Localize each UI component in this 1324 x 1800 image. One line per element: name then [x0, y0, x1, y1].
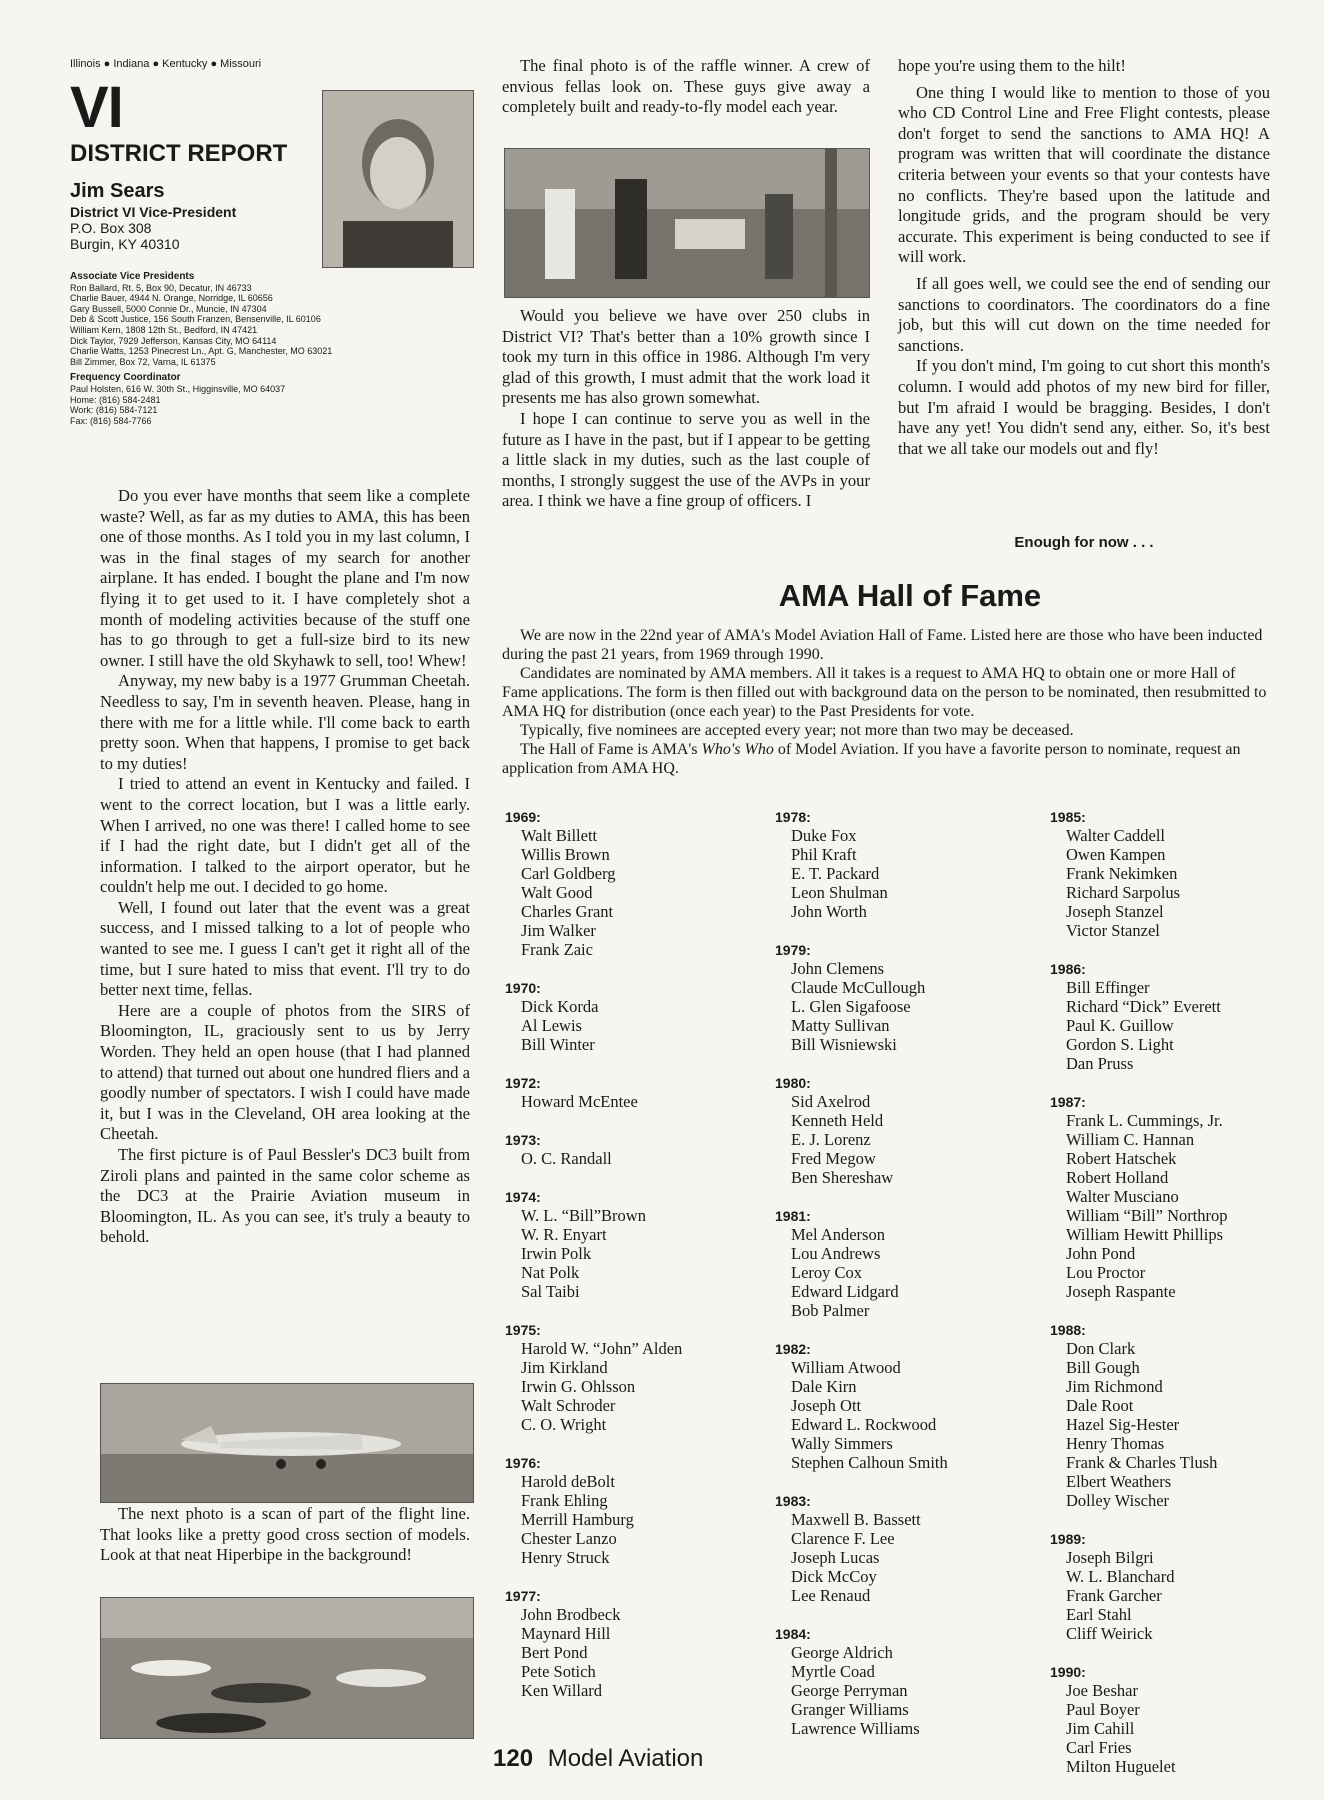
hof-year: 1970: — [505, 980, 541, 996]
hof-inductee: Elbert Weathers — [1066, 1472, 1172, 1491]
hof-year: 1983: — [775, 1493, 811, 1509]
hof-inductee: Walt Schroder — [521, 1396, 616, 1415]
hof-year-group — [1050, 808, 1300, 940]
assoc-item: Bill Zimmer, Box 72, Varna, IL 61375 — [70, 356, 216, 367]
page-footer — [493, 1745, 703, 1773]
district-number: VI — [70, 75, 123, 140]
hof-inductee: Sal Taibi — [521, 1282, 580, 1301]
hof-inductee: Edward L. Rockwood — [791, 1415, 937, 1434]
hof-inductee: Frank Garcher — [1066, 1586, 1162, 1605]
hof-inductee: Edward Lidgard — [791, 1282, 899, 1301]
hof-inductee: Don Clark — [1066, 1339, 1136, 1358]
hof-inductee: Dan Pruss — [1066, 1054, 1134, 1073]
hof-inductee: Carl Goldberg — [521, 864, 616, 883]
paragraph: Candidates are nominated by AMA members. All it takes is a request to AMA HQ to obtain one or more Hall of Fame applications. The form is then filled out with background data on the person to be nominated, then resubmitted to AMA HQ for distribution (once each year) to the Past Presidents for vote. — [502, 665, 1267, 720]
hof-inductee: Richard “Dick” Everett — [1066, 997, 1221, 1016]
assoc-item: Ron Ballard, Rt. 5, Box 90, Decatur, IN 46733 — [70, 282, 252, 293]
hof-inductee: Walt Billett — [521, 826, 598, 845]
assoc-item: Gary Bussell, 5000 Connie Dr., Muncie, IN 47304 — [70, 303, 267, 314]
hof-inductee: John Brodbeck — [521, 1605, 621, 1624]
hof-year-group — [505, 1074, 755, 1111]
paragraph: The next photo is a scan of part of the flight line. That looks like a pretty good cross section of models. Look at that neat Hiperbipe in the background! — [100, 1504, 470, 1565]
hof-inductee: W. R. Enyart — [521, 1225, 607, 1244]
hof-inductee: Lee Renaud — [791, 1586, 871, 1605]
hof-year: 1986: — [1050, 961, 1086, 977]
hof-year-group — [505, 1321, 755, 1434]
author-name: Jim Sears — [70, 180, 165, 202]
hof-year: 1975: — [505, 1322, 541, 1338]
hof-inductee: William C. Hannan — [1066, 1130, 1195, 1149]
hof-inductee: Chester Lanzo — [521, 1529, 617, 1548]
paragraph: I hope I can continue to serve you as well in the future as I have in the past, but if I appear to be getting a little slack in my duties, such as the last couple of months, I strongly suggest the use of the AVPs in your area. I think we have a fine group of officers. I — [502, 408, 870, 511]
dc3-photo — [100, 1383, 474, 1503]
hof-year: 1969: — [505, 809, 541, 825]
hof-inductee: Myrtle Coad — [791, 1662, 875, 1681]
hof-inductee: John Clemens — [791, 959, 885, 978]
hof-year-group — [505, 1188, 755, 1301]
hof-year-group — [775, 808, 1025, 921]
hof-inductee: Bob Palmer — [791, 1301, 870, 1320]
hof-year-group — [1050, 960, 1300, 1073]
hof-inductee: Henry Struck — [521, 1548, 610, 1567]
hof-inductee: Frank & Charles Tlush — [1066, 1453, 1218, 1472]
hof-inductee: Jim Walker — [521, 921, 596, 940]
hof-inductee: Dale Kirn — [791, 1377, 857, 1396]
paragraph: Anyway, my new baby is a 1977 Grumman Cheetah. Needless to say, I'm in seventh heaven. Please, hang in there with me for a little while. I'll come back to earth pretty soon. When that happens, I promise to get back to my duties! — [100, 671, 470, 773]
hof-year: 1980: — [775, 1075, 811, 1091]
hof-inductee: Lawrence Williams — [791, 1719, 920, 1738]
author-role: District VI Vice-President — [70, 204, 237, 220]
hof-year: 1988: — [1050, 1322, 1086, 1338]
hof-year-group — [775, 1207, 1025, 1320]
hof-inductee: George Perryman — [791, 1681, 908, 1700]
address-line-2: Burgin, KY 40310 — [70, 236, 180, 252]
column-1-after-photo — [100, 1504, 470, 1566]
hof-year: 1976: — [505, 1455, 541, 1471]
hof-inductee: Ken Willard — [521, 1681, 603, 1700]
hof-inductee: Pete Sotich — [521, 1662, 596, 1681]
hof-year: 1972: — [505, 1075, 541, 1091]
hof-year-group — [775, 1625, 1025, 1738]
freq-item: Fax: (816) 584-7766 — [70, 415, 152, 426]
hof-year-group — [505, 1454, 755, 1567]
freq-item: Home: (816) 584-2481 — [70, 394, 161, 405]
hof-year: 1982: — [775, 1341, 811, 1357]
column-3-text — [898, 56, 1270, 459]
freq-item: Work: (816) 584-7121 — [70, 405, 158, 416]
freq-item: Paul Holsten, 616 W. 30th St., Higginsville, MO 64037 — [70, 383, 286, 394]
hof-inductee: Paul Boyer — [1066, 1700, 1140, 1719]
hof-year-group — [505, 979, 755, 1054]
hof-year: 1978: — [775, 809, 811, 825]
hof-inductee: Leon Shulman — [791, 883, 888, 902]
paragraph: The first picture is of Paul Bessler's DC3 built from Ziroli plans and painted in the same color scheme as the DC3 at the Prairie Aviation museum in Bloomington, IL. As you can see, it's truly a beauty to behold. — [100, 1145, 470, 1247]
hof-inductee: John Pond — [1066, 1244, 1136, 1263]
hof-year: 1977: — [505, 1588, 541, 1604]
hof-inductee: Maxwell B. Bassett — [791, 1510, 921, 1529]
hof-inductee: Joseph Bilgri — [1066, 1548, 1154, 1567]
assoc-item: William Kern, 1808 12th St., Bedford, IN 47421 — [70, 324, 258, 335]
hof-inductee: George Aldrich — [791, 1643, 893, 1662]
paragraph: Typically, five nominees are accepted every year; not more than two may be deceased. — [520, 722, 1074, 739]
hof-inductee: Frank Zaic — [521, 940, 593, 959]
hof-inductee: Milton Huguelet — [1066, 1757, 1176, 1776]
page-number: 120 — [493, 1745, 534, 1772]
hof-inductee: Mel Anderson — [791, 1225, 885, 1244]
hof-inductee: Harold W. “John” Alden — [521, 1339, 683, 1358]
hof-column-3 — [1050, 808, 1300, 1796]
hof-year-group — [1050, 1663, 1300, 1776]
column-2-text — [502, 306, 870, 512]
hof-year: 1979: — [775, 942, 811, 958]
assoc-item: Charlie Bauer, 4944 N. Orange, Norridge, IL 60656 — [70, 293, 273, 304]
hof-inductee: Frank L. Cummings, Jr. — [1066, 1111, 1223, 1130]
hof-inductee: Willis Brown — [521, 845, 610, 864]
hof-year: 1984: — [775, 1626, 811, 1642]
hof-year-group — [1050, 1093, 1300, 1301]
hof-inductee: Frank Ehling — [521, 1491, 608, 1510]
hof-inductee: Sid Axelrod — [791, 1092, 871, 1111]
hof-inductee: Paul K. Guillow — [1066, 1016, 1174, 1035]
hof-inductee: Howard McEntee — [521, 1092, 638, 1111]
hof-year: 1973: — [505, 1132, 541, 1148]
paragraph: We are now in the 22nd year of AMA's Model Aviation Hall of Fame. Listed here are those who have been inducted during the past 21 years, from 1969 through 1990. — [502, 627, 1263, 663]
flight-line-photo — [100, 1597, 474, 1739]
paragraph: One thing I would like to mention to those of you who CD Control Line and Free Flight contests, please don't forget to send the sanctions to AMA HQ! A program was written that will coordinate the distance criteria between your events so that your contests have no conflicts. They're based upon the latitude and longitude grids, and the program should be very accurate. This experiment is being conducted to see if will work. — [898, 82, 1270, 267]
hof-inductee: Al Lewis — [521, 1016, 582, 1035]
hof-inductee: Granger Williams — [791, 1700, 909, 1719]
column-2-top — [502, 56, 870, 118]
hof-inductee: Henry Thomas — [1066, 1434, 1165, 1453]
hof-inductee: Lou Andrews — [791, 1244, 881, 1263]
hof-column-1 — [505, 808, 755, 1720]
hof-year-group — [775, 941, 1025, 1054]
address-line-1: P.O. Box 308 — [70, 220, 152, 236]
paragraph: If you don't mind, I'm going to cut short this month's column. I would add photos of my new bird for filler, but I'm afraid I would be bragging. Besides, I don't have any yet! You didn't send any, either. So, it's best that we all take our models out and fly! — [898, 356, 1270, 458]
hof-inductee: Richard Sarpolus — [1066, 883, 1181, 902]
hof-year: 1989: — [1050, 1531, 1086, 1547]
hof-inductee: Claude McCullough — [791, 978, 926, 997]
paragraph: The Hall of Fame is AMA's Who's Who of Model Aviation. If you have a favorite person to nominate, request an application from AMA HQ. — [502, 741, 1241, 777]
hof-inductee: John Worth — [791, 902, 867, 921]
hof-year-group — [505, 1587, 755, 1700]
hof-inductee: Dale Root — [1066, 1396, 1134, 1415]
paragraph: Well, I found out later that the event was a great success, and I missed talking to a lot of people who wanted to see me. I guess I can't get it right all of the time, but I sure hated to miss that event. I'll try to do better next time, fellas. — [100, 897, 470, 1000]
hof-inductee: Dolley Wischer — [1066, 1491, 1170, 1510]
hof-inductee: Jim Cahill — [1066, 1719, 1135, 1738]
hof-year: 1985: — [1050, 809, 1086, 825]
hof-inductee: Frank Nekimken — [1066, 864, 1178, 883]
hof-inductee: Wally Simmers — [791, 1434, 893, 1453]
hof-inductee: Walt Good — [521, 883, 593, 902]
assoc-heading: Associate Vice Presidents — [70, 271, 195, 282]
paragraph: I tried to attend an event in Kentucky and failed. I went to the correct location, but I was a little early. When I arrived, no one was there! I called home to see if I had the right date, but I didn't get all of the information. I talked to the airport operator, but he couldn't help me out. I decided to go home. — [100, 774, 470, 897]
paragraph: If all goes well, we could see the end of sending our sanctions to coordinators. The coordinators do a fine job, but this will cut down on the time needed for sanctions. — [898, 273, 1270, 355]
hof-inductee: Carl Fries — [1066, 1738, 1132, 1757]
hof-inductee: Robert Hatschek — [1066, 1149, 1177, 1168]
hof-inductee: Maynard Hill — [521, 1624, 611, 1643]
hof-inductee: Lou Proctor — [1066, 1263, 1146, 1282]
hof-inductee: Earl Stahl — [1066, 1605, 1132, 1624]
hof-year: 1987: — [1050, 1094, 1086, 1110]
hof-inductee: Joe Beshar — [1066, 1681, 1138, 1700]
hof-inductee: Bill Wisniewski — [791, 1035, 897, 1054]
hof-inductee: E. T. Packard — [791, 864, 880, 883]
hof-inductee: Merrill Hamburg — [521, 1510, 634, 1529]
hof-year-group — [775, 1492, 1025, 1605]
hof-inductee: Harold deBolt — [521, 1472, 615, 1491]
hof-inductee: Fred Megow — [791, 1149, 876, 1168]
hof-year: 1990: — [1050, 1664, 1086, 1680]
hof-inductee: Nat Polk — [521, 1263, 580, 1282]
hof-inductee: Kenneth Held — [791, 1111, 884, 1130]
hof-inductee: W. L. “Bill”Brown — [521, 1206, 646, 1225]
hof-inductee: Owen Kampen — [1066, 845, 1166, 864]
hof-inductee: Dick McCoy — [791, 1567, 877, 1586]
assoc-item: Deb & Scott Justice, 156 South Franzen, Bensenville, IL 60106 — [70, 314, 321, 325]
hof-inductee: Gordon S. Light — [1066, 1035, 1174, 1054]
hof-inductee: Victor Stanzel — [1066, 921, 1160, 940]
hof-year-group — [505, 808, 755, 959]
hof-year-group — [1050, 1321, 1300, 1510]
hof-inductee: Bert Pond — [521, 1643, 588, 1662]
whos-who: Who's Who — [701, 741, 774, 758]
column-1-text — [100, 486, 470, 1248]
hof-inductee: William “Bill” Northrop — [1066, 1206, 1228, 1225]
hof-year-group — [775, 1074, 1025, 1187]
assoc-item: Dick Taylor, 7929 Jefferson, Kansas City, MO 64114 — [70, 335, 277, 346]
hof-inductee: Joseph Stanzel — [1066, 902, 1164, 921]
paragraph: The final photo is of the raffle winner. A crew of envious fellas look on. These guys give away a completely built and ready-to-fly model each year. — [502, 56, 870, 117]
paragraph: Do you ever have months that seem like a complete waste? Well, as far as my duties to AMA, this has been one of those months. As I told you in my last column, I was in the final stages of my search for another airplane. It has ended. I bought the plane and I'm now flying it to get used to it. I have completely shot a month of modeling activities because of the stuff one has to go through to get a full-size bird to its new owner. I still have the old Skyhawk to sell, too! Whew! — [100, 486, 470, 670]
hof-year-group — [505, 1131, 755, 1168]
states-bar: Illinois ● Indiana ● Kentucky ● Missouri — [70, 58, 262, 70]
raffle-photo — [504, 148, 870, 298]
hof-inductee: Dick Korda — [521, 997, 599, 1016]
hof-inductee: Irwin G. Ohlsson — [521, 1377, 636, 1396]
hof-inductee: Jim Richmond — [1066, 1377, 1163, 1396]
hof-inductee: Phil Kraft — [791, 845, 857, 864]
hof-inductee: E. J. Lorenz — [791, 1130, 871, 1149]
hof-inductee: William Atwood — [791, 1358, 901, 1377]
hof-inductee: Charles Grant — [521, 902, 614, 921]
hof-inductee: Bill Effinger — [1066, 978, 1150, 997]
paragraph: Would you believe we have over 250 clubs in District VI? That's better than a 10% growth since I took my turn in this office in 1986. Although I'm very glad of this growth, I must admit that the work load it presents me has also grown somewhat. — [502, 306, 870, 408]
signoff: Enough for now . . . — [1014, 534, 1154, 551]
hof-inductee: C. O. Wright — [521, 1415, 607, 1434]
hof-year-group — [775, 1340, 1025, 1472]
hof-inductee: Stephen Calhoun Smith — [791, 1453, 948, 1472]
hof-year-group — [1050, 1530, 1300, 1643]
hof-inductee: Duke Fox — [791, 826, 857, 845]
section-title: DISTRICT REPORT — [70, 140, 288, 167]
hof-inductee: Ben Shereshaw — [791, 1168, 894, 1187]
hof-title: AMA Hall of Fame — [778, 578, 1042, 613]
assoc-item: Charlie Watts, 1253 Pinecrest Ln., Apt. G, Manchester, MO 63021 — [70, 346, 333, 357]
hof-inductee: Matty Sullivan — [791, 1016, 890, 1035]
hof-inductee: Hazel Sig-Hester — [1066, 1415, 1180, 1434]
hof-inductee: Cliff Weirick — [1066, 1624, 1153, 1643]
author-portrait — [322, 90, 474, 268]
hof-intro — [502, 626, 1272, 778]
hof-inductee: Robert Holland — [1066, 1168, 1169, 1187]
officers-list — [70, 272, 470, 426]
author-address — [70, 204, 236, 252]
hof-inductee: L. Glen Sigafoose — [791, 997, 911, 1016]
magazine-name: Model Aviation — [547, 1745, 704, 1772]
paragraph: hope you're using them to the hilt! — [898, 56, 1126, 75]
hof-inductee: Bill Winter — [521, 1035, 595, 1054]
hof-inductee: Joseph Ott — [791, 1396, 862, 1415]
hof-inductee: O. C. Randall — [521, 1149, 612, 1168]
hof-inductee: Bill Gough — [1066, 1358, 1140, 1377]
hof-inductee: W. L. Blanchard — [1066, 1567, 1175, 1586]
hof-inductee: Walter Musciano — [1066, 1187, 1179, 1206]
hof-inductee: Irwin Polk — [521, 1244, 592, 1263]
hof-year: 1974: — [505, 1189, 541, 1205]
freq-heading: Frequency Coordinator — [70, 372, 181, 384]
hof-inductee: Jim Kirkland — [521, 1358, 608, 1377]
hof-inductee: Joseph Raspante — [1066, 1282, 1176, 1301]
hof-column-2 — [775, 808, 1025, 1758]
paragraph: Here are a couple of photos from the SIRS of Bloomington, IL, graciously sent to us by Jerry Worden. They held an open house (that I had planned to attend) that turned out about one hundred fliers and a goodly number of spectators. I wish I could have made it, but I was in the Cleveland, OH area looking at the Cheetah. — [100, 1000, 470, 1144]
hof-inductee: Clarence F. Lee — [791, 1529, 895, 1548]
hof-inductee: Walter Caddell — [1066, 826, 1166, 845]
hof-inductee: Leroy Cox — [791, 1263, 863, 1282]
hof-year: 1981: — [775, 1208, 811, 1224]
hof-inductee: Joseph Lucas — [791, 1548, 880, 1567]
hof-inductee: William Hewitt Phillips — [1066, 1225, 1223, 1244]
